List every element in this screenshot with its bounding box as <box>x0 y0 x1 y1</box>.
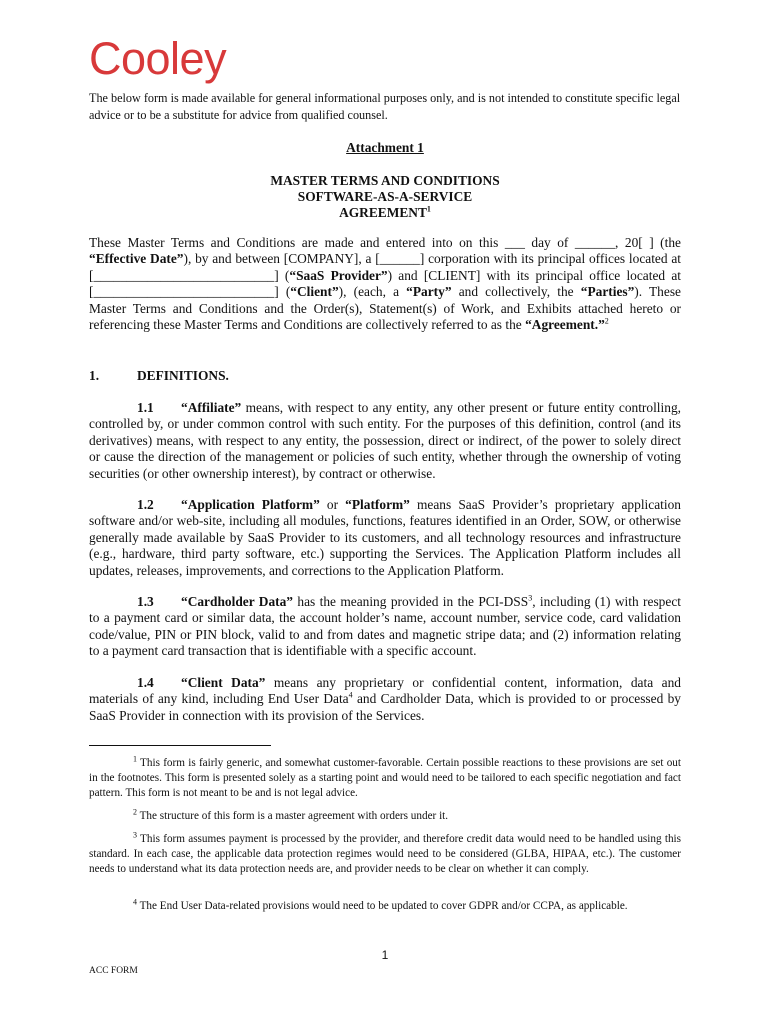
definition-application-platform: 1.2 “Application Platform” or “Platform” means SaaS Provider’s proprietary application software and/or web-site, including all modules, functions, features identified in an Order, SOW, or otherwise generally made available by SaaS Provider to its customers, and all technology resources and infrastructure (e.g., hardware, third party software, etc.) supporting the Services. The Application Platform includes all updates, releases, improvements, and corrections to the Application Platform. <box>89 497 681 578</box>
footer-label: ACC FORM <box>89 966 138 976</box>
attachment-heading: Attachment 1 <box>346 140 424 155</box>
opening-paragraph: These Master Terms and Conditions are made and entered into on this ___ day of ______, 20[ ] (the “Effective Date”), by and between [COMPANY], a [______] corporation with its principal offices located at [___________________________] (“SaaS Provider”) and [CLIENT] with its principal office located at [___________________________] (“Client”), (each, a “Party” and collectively, the “Parties”). These Master Terms and Conditions and the Order(s), Statement(s) of Work, and Exhibits attached hereto or referencing these Master Terms and Conditions are collectively referred to as the “Agreement.”$^2$ <box>89 235 682 333</box>
section-heading-definitions: 1. DEFINITIONS. <box>89 368 229 383</box>
footnote-divider <box>89 745 271 746</box>
footnote-2: $^2$ The structure of this form is a master agreement with orders under it. <box>133 807 449 822</box>
cooley-logo: Cooley <box>89 33 227 84</box>
footnote-3: $^3$ This form assumes payment is processed by the provider, and therefore credit data would need to be handled using this standard. In each case, the applicable data protection regimes would need to be considered (GLBA, HIPAA, etc.). The customer needs to understand what its data protection needs are, and provider needs to be clear on whether it can comply. <box>89 830 681 875</box>
footnote-ref-1[interactable]: 1 <box>426 204 431 214</box>
definition-affiliate: 1.1 “Affiliate” means, with respect to any entity, any other present or future entity controlling, controlled by, or under common control with such entity. For the purposes of this definition, control (and its derivatives) means, with respect to any entity, the possession, direct or indirect, of the power to solely direct or cause the direction of the management or policies of such entity, whether through the ownership of voting securities (or other ownership interest), by contract or otherwise. <box>89 400 681 481</box>
page-number: 1 <box>381 948 389 962</box>
footnote-4: $^4$ The End User Data-related provisions would need to be updated to cover GDPR and/or CCPA, as applicable. <box>133 897 628 912</box>
definition-cardholder-data: 1.3 “Cardholder Data” has the meaning provided in the PCI-DSS$^3$, including (1) with respect to a payment card or similar data, the account holder’s name, account number, service code, card validation code/value, PIN or PIN block, valid to and from dates and magnetic stripe data; and (2) information relating to a payment card transaction that is identifiable with a specific account. <box>89 593 681 659</box>
footnote-ref-2[interactable]: 2 <box>604 316 609 326</box>
disclaimer-text: The below form is made available for general informational purposes only, and is not intended to constitute specific legal advice or to be a substitute for advice from qualified counsel. <box>89 91 681 122</box>
footnote-1: $^1$ This form is fairly generic, and somewhat customer-favorable. Certain possible reactions to these provisions are set out in the footnotes. This form is presented solely as a starting point and would need to be tailored to each specific negotiation and fact pattern. This form is not meant to be and is not legal advice. <box>89 754 681 799</box>
title-line-2: SOFTWARE-AS-A-SERVICE <box>297 189 473 204</box>
footnote-ref-4[interactable]: 4 <box>348 690 353 700</box>
title-line-1: MASTER TERMS AND CONDITIONS <box>270 173 500 188</box>
footnote-ref-3[interactable]: 3 <box>528 593 533 603</box>
title-line-3: AGREEMENT$^1$ <box>339 204 431 220</box>
definition-client-data: 1.4 “Client Data” means any proprietary or confidential content, information, data and materials of any kind, including End User Data$^4$ and Cardholder Data, which is provided to or processed by SaaS Provider in connection with its provision of the Services. <box>89 675 681 723</box>
